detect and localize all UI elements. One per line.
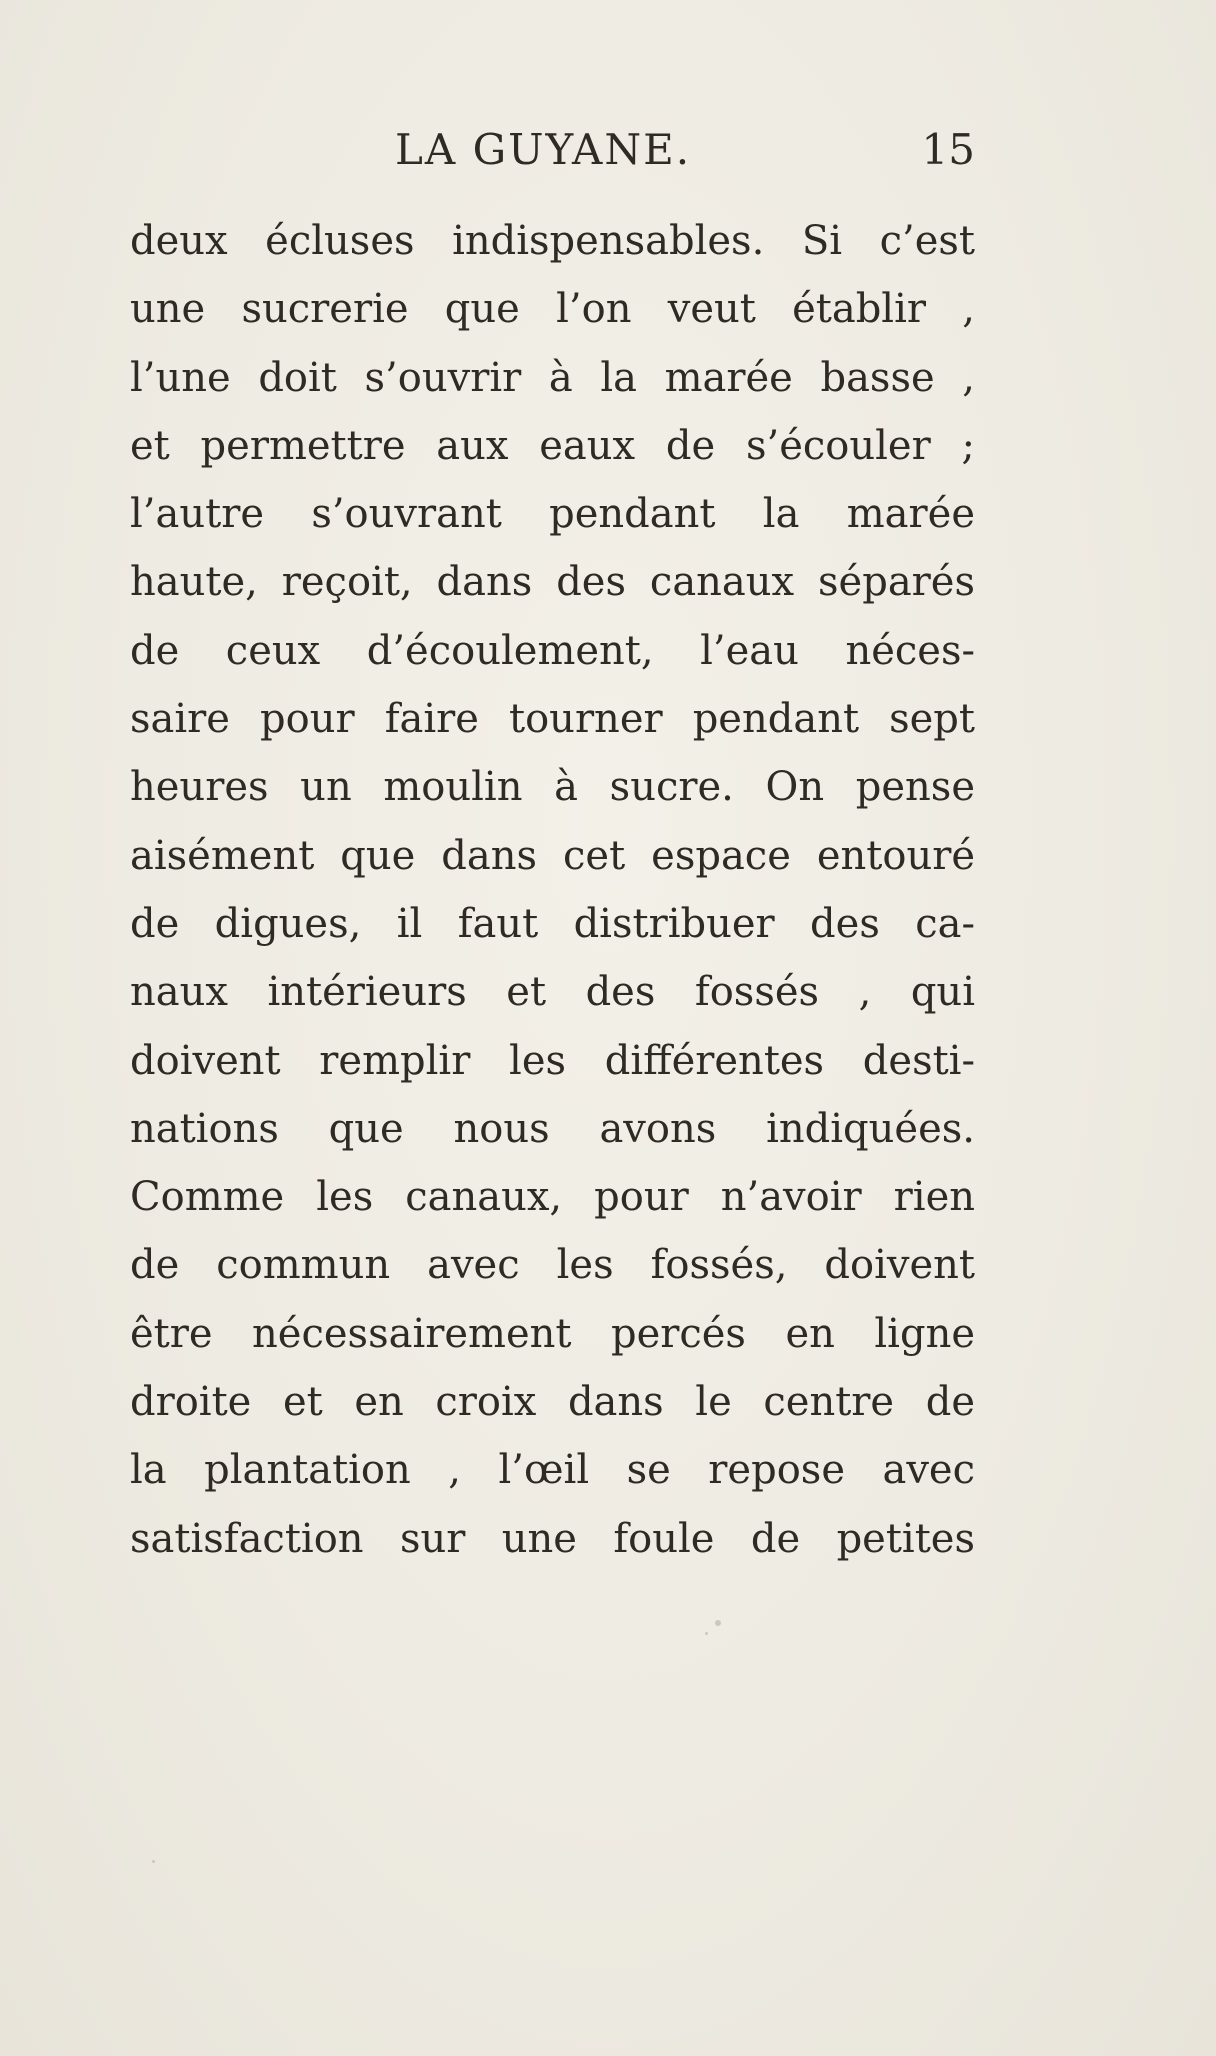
text-line: l’autre s’ouvrant pendant la marée: [130, 491, 975, 538]
text-line: être nécessairement percés en ligne: [130, 1310, 975, 1357]
text-line: l’une doit s’ouvrir à la marée basse ,: [130, 354, 975, 401]
paper-speck: [715, 1620, 721, 1626]
text-line: haute, reçoit, dans des canaux séparés: [130, 559, 975, 606]
paper-speck: [705, 1632, 708, 1635]
text-line: deux écluses indispensables. Si c’est: [130, 218, 975, 264]
text-line: satisfaction sur une foule de petites: [130, 1515, 975, 1562]
text-line: saire pour faire tourner pendant sept: [130, 696, 975, 743]
text-line: nations que nous avons indiquées.: [130, 1105, 975, 1152]
text-line: de commun avec les fossés, doivent: [130, 1242, 975, 1289]
text-line: heures un moulin à sucre. On pense: [130, 764, 975, 811]
text-line: une sucrerie que l’on veut établir ,: [130, 286, 975, 333]
page-header: [130, 120, 975, 180]
text-line: de digues, il faut distribuer des ca-: [130, 900, 975, 947]
body-text: [130, 207, 975, 1573]
text-line: naux intérieurs et des fossés , qui: [130, 969, 975, 1016]
text-line: et permettre aux eaux de s’écouler ;: [130, 422, 975, 469]
text-line: la plantation , l’œil se repose avec: [130, 1447, 975, 1494]
text-line: droite et en croix dans le centre de: [130, 1379, 975, 1426]
text-line: aisément que dans cet espace entouré: [130, 832, 975, 879]
paper-speck: [152, 1860, 155, 1863]
running-head: LA GUYANE.: [395, 125, 692, 174]
text-line: doivent remplir les différentes desti-: [130, 1037, 975, 1084]
text-line: de ceux d’écoulement, l’eau néces-: [130, 627, 975, 674]
text-line: Comme les canaux, pour n’avoir rien: [130, 1174, 975, 1221]
page-number: 15: [921, 125, 975, 174]
